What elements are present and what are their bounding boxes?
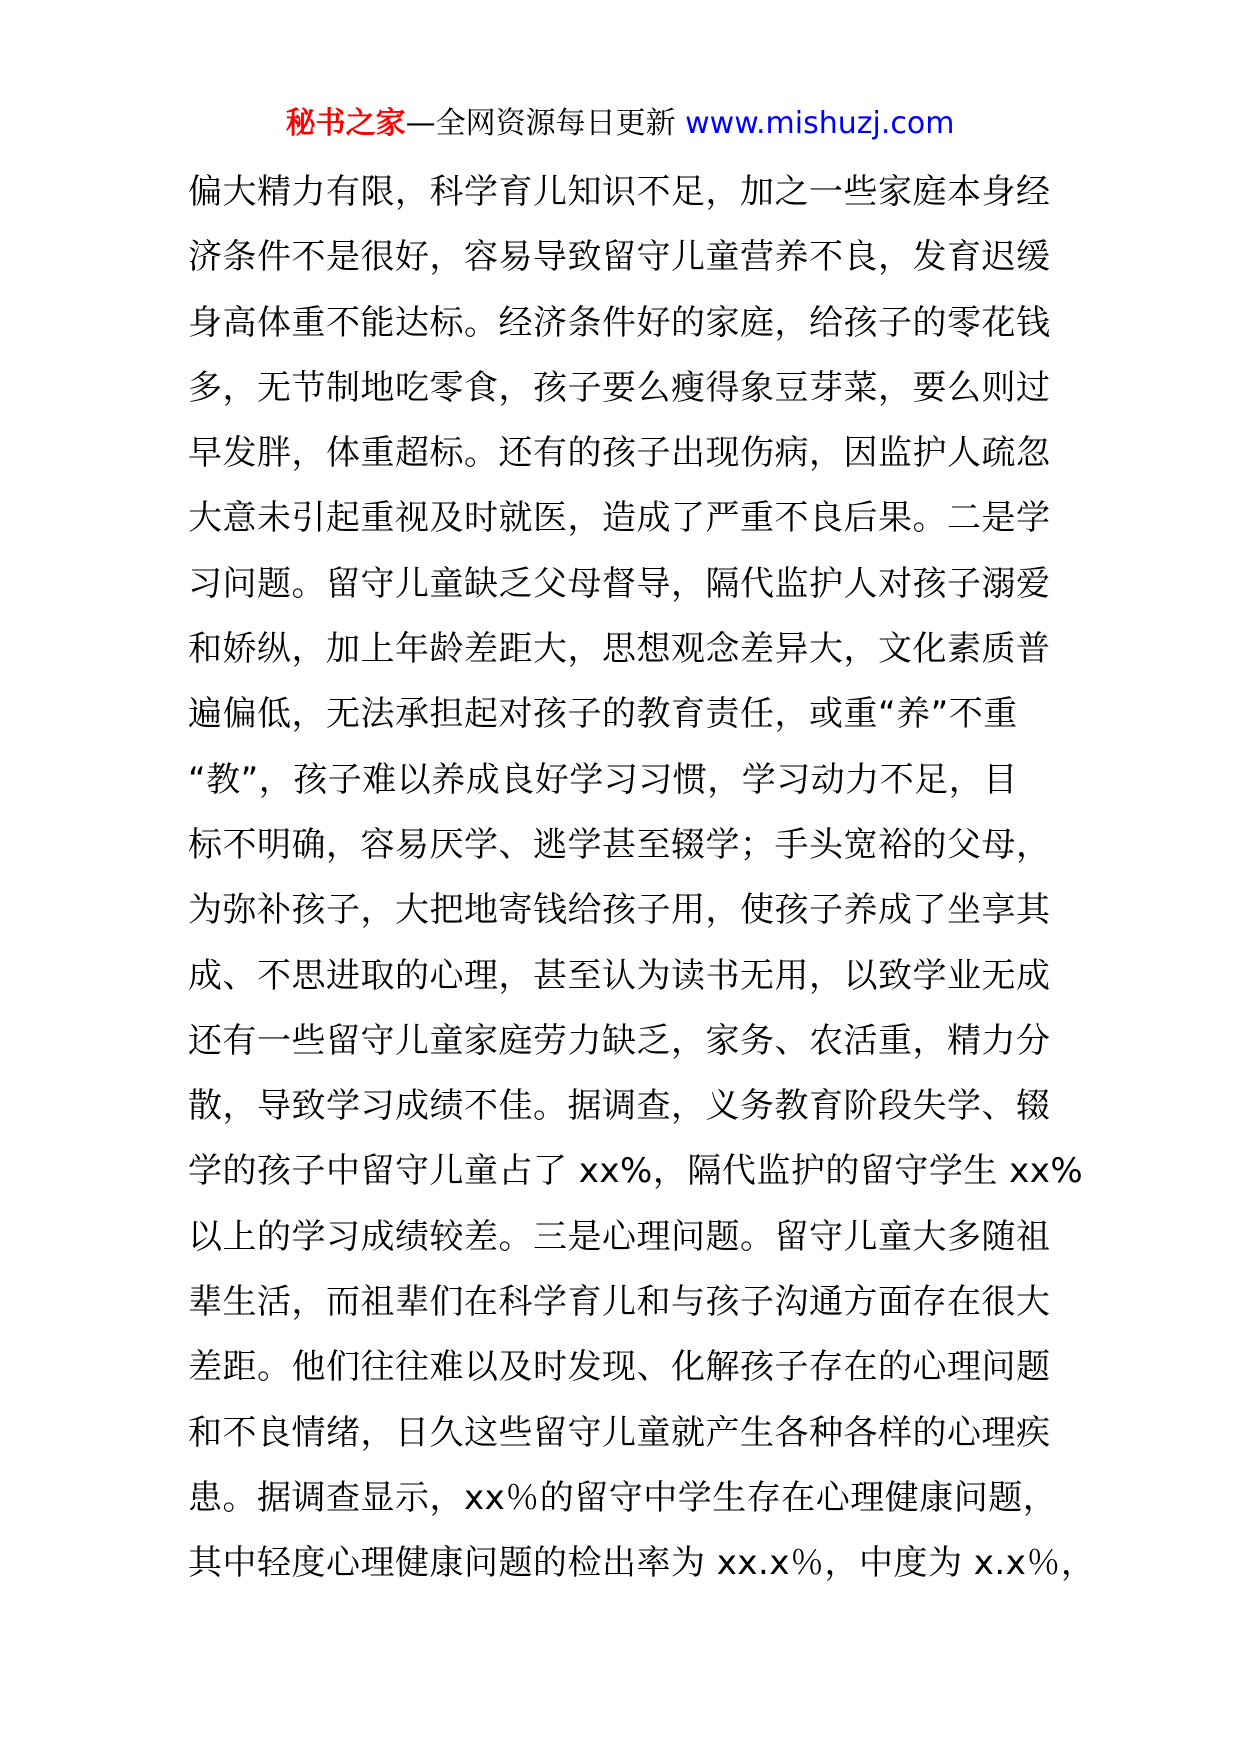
text-line: 学的孩子中留守儿童占了 xx%，隔代监护的留守学生 xx%: [188, 1151, 1084, 1192]
text-line: 还有一些留守儿童家庭劳力缺乏，家务、农活重，精力分: [188, 1020, 1051, 1061]
text-line: 偏大精力有限，科学育儿知识不足，加之一些家庭本身经: [188, 172, 1051, 212]
text-line: 多，无节制地吃零食，孩子要么瘦得象豆芽菜，要么则过: [188, 367, 1051, 408]
site-header: [0, 100, 1240, 148]
text-line: 和娇纵，加上年龄差距大，思想观念差异大，文化素质普: [188, 629, 1051, 670]
text-line: 济条件不是很好，容易导致留守儿童营养不良，发育迟缓: [188, 237, 1051, 278]
document-body: [188, 160, 1096, 1597]
site-url[interactable]: www.mishuzj.com: [685, 106, 955, 141]
text-line: 散，导致学习成绩不佳。据调查，义务教育阶段失学、辍: [188, 1086, 1051, 1127]
text-line: 早发胖，体重超标。还有的孩子出现伤病，因监护人疏忽: [188, 433, 1051, 474]
text-line: 患。据调查显示，xx％的留守中学生存在心理健康问题，: [188, 1477, 1058, 1518]
text-line: 辈生活，而祖辈们在科学育儿和与孩子沟通方面存在很大: [188, 1282, 1051, 1323]
text-line: 大意未引起重视及时就医，造成了严重不良后果。二是学: [188, 498, 1051, 539]
text-line: 和不良情绪，日久这些留守儿童就产生各种各样的心理疾: [188, 1412, 1051, 1453]
header-tagline: —全网资源每日更新: [405, 106, 686, 141]
text-line: 遍偏低，无法承担起对孩子的教育责任，或重“养”不重: [188, 694, 1018, 735]
text-line: 其中轻度心理健康问题的检出率为 xx.x％，中度为 x.x％，: [188, 1543, 1096, 1584]
text-line: 为弥补孩子，大把地寄钱给孩子用，使孩子养成了坐享其: [188, 890, 1051, 931]
text-line: 身高体重不能达标。经济条件好的家庭，给孩子的零花钱: [188, 302, 1051, 343]
text-line: 以上的学习成绩较差。三是心理问题。留守儿童大多随祖: [188, 1216, 1051, 1257]
text-line: 标不明确，容易厌学、逃学甚至辍学；手头宽裕的父母，: [188, 824, 1051, 865]
text-line: 成、不思进取的心理，甚至认为读书无用，以致学业无成: [188, 955, 1051, 996]
text-line: 差距。他们往往难以及时发现、化解孩子存在的心理问题: [188, 1347, 1051, 1388]
text-line: “教”，孩子难以养成良好学习习惯，学习动力不足，目: [188, 759, 1018, 800]
brand-name: 秘书之家: [285, 106, 406, 141]
text-line: 习问题。留守儿童缺乏父母督导，隔代监护人对孩子溺爱: [188, 563, 1051, 604]
